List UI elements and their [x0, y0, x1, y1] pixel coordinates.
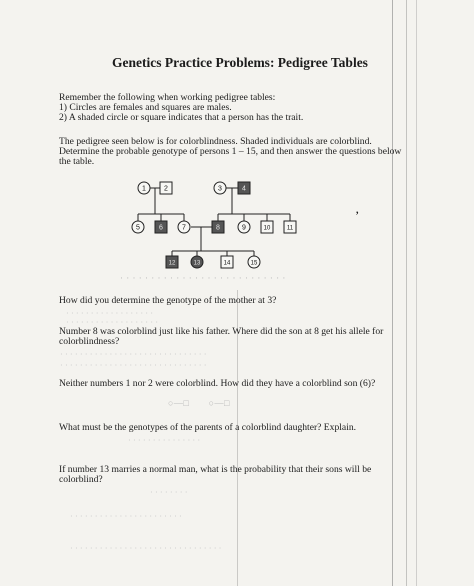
intro-line-3: 2) A shaded circle or square indicates that a person has the trait.	[59, 112, 304, 123]
person-number-label: 8	[216, 224, 220, 232]
bleed-through-text-5: · · · · · · · · · · · · · · · · · · · · · · · · · · · · · ·	[60, 360, 207, 370]
person-number-label: 15	[250, 260, 258, 267]
pedigree-person-8	[212, 221, 224, 233]
question-3: Neither numbers 1 nor 2 were colorblind. How did they have a colorblind son (6)?	[59, 378, 376, 389]
bleed-through-text-1: · · · · · · · · · · · · · · · · · · · · · · · · · · ·	[120, 273, 286, 283]
pedigree-person-15	[248, 256, 260, 268]
bleed-through-text-2: · · · · · · · · · · · · · · · · · ·	[66, 308, 154, 318]
bleed-through-text-3: · · · · · · · · · · · · · · · · · · ·	[66, 317, 159, 327]
bleed-through-text-8: · · · · · · · ·	[150, 487, 188, 497]
pedigree-person-5	[132, 221, 144, 233]
bleed-through-text-6: ○—□ ○—□	[168, 398, 230, 408]
person-number-label: 10	[263, 225, 271, 232]
question-5-line-1: If number 13 marries a normal man, what is the probability that their sons will be	[59, 464, 372, 475]
pedigree-person-9	[238, 221, 250, 233]
pedigree-person-1	[138, 182, 150, 194]
description-line-1: The pedigree seen below is for colorblindness. Shaded individuals are colorblind.	[59, 136, 372, 147]
intro-line-1: Remember the following when working pedigree tables:	[59, 92, 276, 103]
question-2-line-1: Number 8 was colorblind just like his father. Where did the son at 8 get his allele for	[59, 326, 384, 337]
pedigree-person-6	[155, 221, 167, 233]
pedigree-person-3	[214, 182, 226, 194]
person-number-label: 12	[168, 260, 176, 267]
page-title: Genetics Practice Problems: Pedigree Tables	[112, 55, 368, 70]
intro-line-2: 1) Circles are females and squares are males.	[59, 102, 232, 113]
bleed-through-text-10: · · · · · · · · · · · · · · · · · · · · · · · · · · · · · · ·	[70, 543, 222, 553]
question-1: How did you determine the genotype of the mother at 3?	[59, 295, 277, 306]
pedigree-person-4	[238, 182, 250, 194]
bleed-through-text-4: · · · · · · · · · · · · · · · · · · · · · · · · · · · · · ·	[60, 349, 207, 359]
description-line-3: the table.	[59, 156, 95, 167]
pedigree-person-7	[178, 221, 190, 233]
pedigree-person-14	[221, 256, 233, 268]
person-number-label: 5	[136, 224, 140, 232]
person-number-label: 2	[164, 185, 168, 193]
person-number-label: 9	[242, 224, 246, 232]
pedigree-person-13	[191, 256, 203, 268]
person-number-label: 3	[218, 185, 222, 193]
pedigree-person-12	[166, 256, 178, 268]
pedigree-person-10	[261, 221, 273, 233]
question-5-line-2: colorblind?	[59, 474, 103, 485]
person-number-label: 6	[159, 224, 163, 232]
pedigree-person-11	[284, 221, 296, 233]
person-number-label: 14	[223, 260, 231, 267]
speck-mark: ,	[356, 205, 359, 216]
bleed-through-text-9: · · · · · · · · · · · · · · · · · · · · · · ·	[70, 511, 182, 521]
question-2-line-2: colorblindness?	[59, 336, 120, 347]
question-4: What must be the genotypes of the parents of a colorblind daughter? Explain.	[59, 422, 357, 433]
description-line-2: Determine the probable genotype of persons 1 – 15, and then answer the questions below	[59, 146, 402, 157]
person-number-label: 7	[182, 224, 186, 232]
person-number-label: 1	[142, 185, 146, 193]
person-number-label: 13	[193, 260, 201, 267]
person-number-label: 11	[286, 225, 294, 232]
person-number-label: 4	[242, 185, 246, 193]
bleed-through-text-7: · · · · · · · · · · · · · · ·	[128, 435, 201, 445]
pedigree-person-2	[160, 182, 172, 194]
